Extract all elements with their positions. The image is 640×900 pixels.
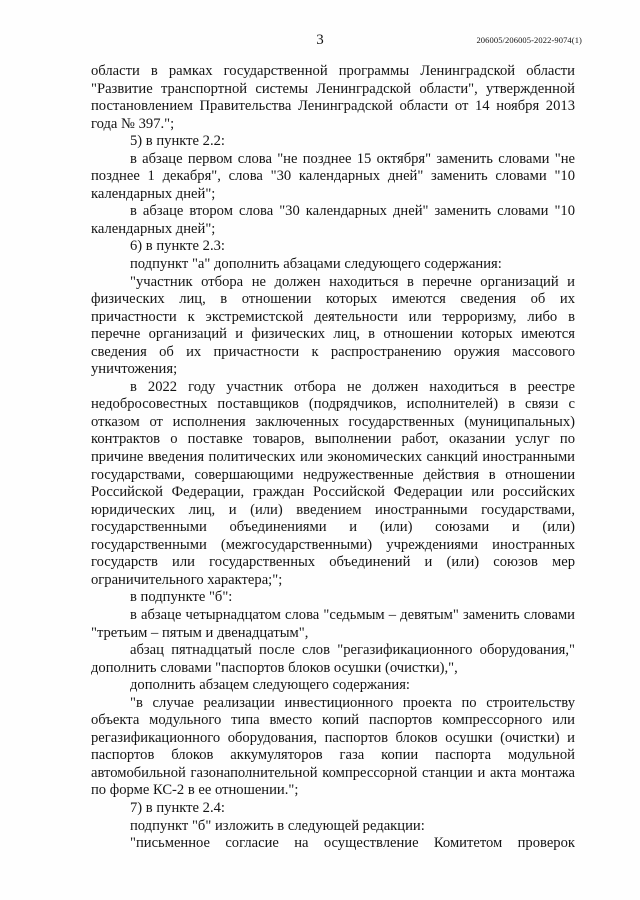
body-paragraph: в абзаце четырнадцатом слова "седьмым – девятым" заменить словами "третьим – пятым и двенадцатым", (91, 606, 575, 641)
body-paragraph: подпункт "б" изложить в следующей редакции: (130, 817, 425, 834)
body-paragraph: в абзаце первом слова "не позднее 15 октября" заменить словами "не позднее 1 декабря", слова "30 календарных дней" заменить словами "10 календарных дней"; (91, 150, 575, 202)
body-paragraph: в 2022 году участник отбора не должен находиться в реестре недобросовестных поставщиков (подрядчиков, исполнителей) в связи с отказом от исполнения заключенных государственных (муниципальных) контрактов о поставке товаров, выполнении работ, оказании услуг по причине введения политических или экономических санкций иностранными государствами, совершающими недружественные действия в отношении Российской Федерации, граждан Российской Федерации или российских юридических лиц, и (или) введением иностранными государствами, государственными объединениями и (или) союзами и (или) государственными (межгосударственными) учреждениями иностранных государств или государственных объединений и (или) союзов мер ограничительного характера;"; (91, 378, 575, 588)
body-paragraph: дополнить абзацем следующего содержания: (130, 677, 410, 694)
document-id: 206005/206005-2022-9074(1) (476, 35, 582, 45)
body-paragraph: "в случае реализации инвестиционного проекта по строительству объекта модульного типа вместо копий паспортов компрессорного или регазификационного оборудования, паспортов блоков осушки (очистки) и паспортов блоков аккумуляторов газа копии паспорта модульной автомобильной газонаполнительной компрессорной станции и акта монтажа по форме КС-2 в ее отношении."; (91, 694, 575, 799)
body-paragraph: "участник отбора не должен находиться в перечне организаций и физических лиц, в отношении которых имеются сведения об их причастности к экстремистской деятельности или терроризму, либо в перечне организаций и физических лиц, в отношении которых имеются сведения об их причастности к распространению оружия массового уничтожения; (91, 273, 575, 378)
body-paragraph: 7) в пункте 2.4: (130, 799, 225, 816)
body-paragraph: подпункт "а" дополнить абзацами следующего содержания: (130, 256, 502, 273)
body-paragraph: "письменное согласие на осуществление Комитетом проверок (130, 835, 575, 852)
body-paragraph: абзац пятнадцатый после слов "регазификационного оборудования," дополнить словами "паспортов блоков осушки (очистки),", (91, 642, 575, 676)
document-body (91, 63, 575, 853)
body-paragraph: области в рамках государственной программы Ленинградской области "Развитие транспортной системы Ленинградской области", утвержденной постановлением Правительства Ленинградской области от 14 ноября 2013 года № 397."; (91, 63, 575, 132)
body-paragraph: в подпункте "б": (130, 589, 233, 606)
page-number: 3 (316, 32, 324, 48)
body-paragraph: в абзаце втором слова "30 календарных дней" заменить словами "10 календарных дней"; (91, 203, 575, 237)
body-paragraph: 6) в пункте 2.3: (130, 238, 225, 255)
body-paragraph: 5) в пункте 2.2: (130, 133, 225, 150)
